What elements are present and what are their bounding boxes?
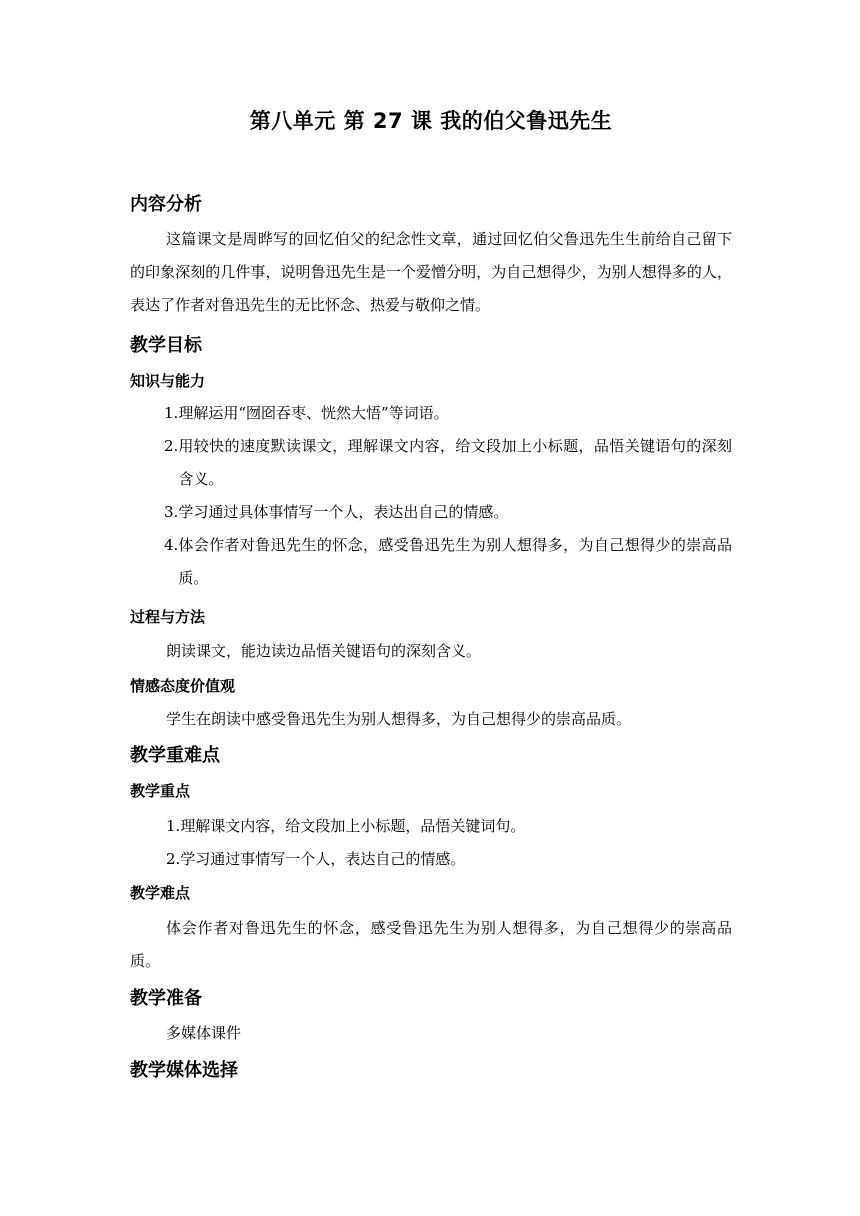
process-method-heading: 过程与方法 (130, 608, 206, 626)
list-item-number: 2. (164, 437, 179, 455)
emotion-values-heading: 情感态度价值观 (130, 677, 236, 695)
list-item-text: 理解运用“囫囵吞枣、恍然大悟”等词语。 (178, 404, 449, 422)
key-point-item: 1.理解课文内容，给文段加上小标题，品悟关键词句。 (166, 817, 526, 835)
list-item (164, 397, 732, 430)
teaching-goals-heading: 教学目标 (130, 335, 202, 356)
process-method-text: 朗读课文，能边读边品悟关键语句的深刻含义。 (166, 642, 482, 660)
difficult-points-heading: 教学难点 (130, 884, 191, 902)
list-item (164, 529, 732, 595)
difficult-points-text: 体会作者对鲁迅先生的怀念，感受鲁迅先生为别人想得多，为自己想得少的崇高品质。 (130, 919, 732, 970)
list-item-text: 学习通过具体事情写一个人，表达出自己的情感。 (178, 503, 509, 521)
key-points-heading: 教学重点 (130, 782, 191, 800)
list-item-number: 3. (164, 503, 179, 521)
key-difficult-heading: 教学重难点 (130, 745, 220, 766)
key-point-item: 2.学习通过事情写一个人，表达自己的情感。 (166, 850, 466, 868)
preparation-heading: 教学准备 (130, 988, 202, 1009)
content-analysis-heading: 内容分析 (130, 194, 202, 215)
list-item (164, 496, 732, 529)
emotion-values-text: 学生在朗读中感受鲁迅先生为别人想得多，为自己想得少的崇高品质。 (166, 710, 632, 728)
list-item (164, 430, 732, 496)
list-item-number: 4. (164, 536, 179, 554)
list-item-text: 体会作者对鲁迅先生的怀念，感受鲁迅先生为别人想得多，为自己想得少的崇高品质。 (178, 536, 732, 587)
list-item-number: 1. (164, 404, 179, 422)
list-item-text: 用较快的速度默读课文，理解课文内容，给文段加上小标题，品悟关键语句的深刻含义。 (178, 437, 732, 488)
page-title: 第八单元 第 27 课 我的伯父鲁迅先生 (249, 109, 613, 133)
knowledge-ability-list (164, 397, 732, 595)
content-analysis-paragraph: 这篇课文是周晔写的回忆伯父的纪念性文章，通过回忆伯父鲁迅先生生前给自己留下的印象深刻的几件事，说明鲁迅先生是一个爱憎分明，为自己想得少，为别人想得多的人，表达了作者对鲁迅先生的无比怀念、热爱与敬仰之情。 (130, 230, 732, 314)
preparation-text: 多媒体课件 (166, 1024, 242, 1042)
media-selection-heading: 教学媒体选择 (130, 1060, 238, 1081)
knowledge-ability-heading: 知识与能力 (130, 372, 206, 390)
